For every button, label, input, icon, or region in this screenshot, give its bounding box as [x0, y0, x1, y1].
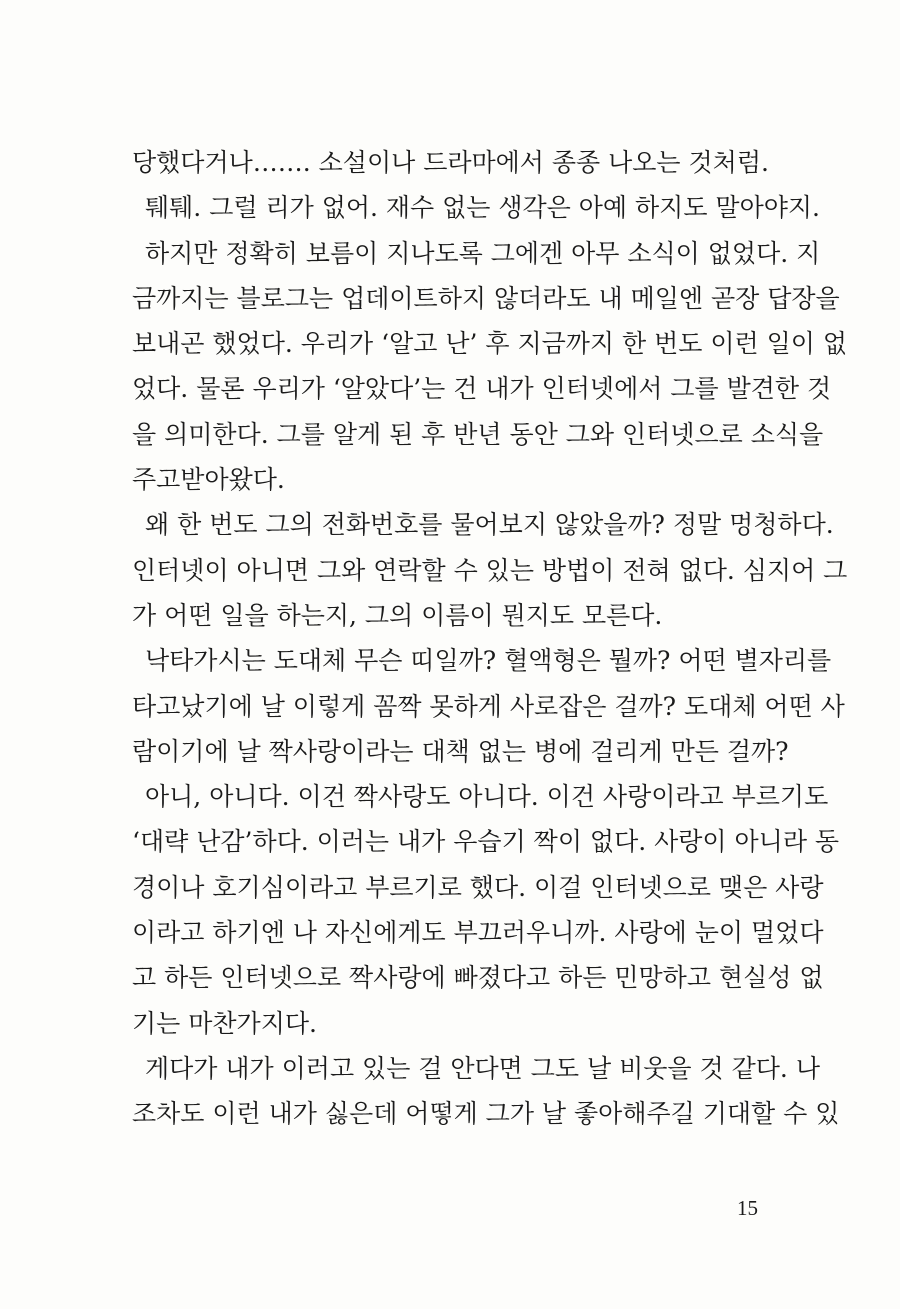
- text-line: 낙타가시는 도대체 무슨 띠일까? 혈액형은 뭘까? 어떤 별자리를: [145, 646, 832, 676]
- text-line: 기는 마찬가지다.: [132, 1008, 317, 1038]
- text-line: 주고받아왔다.: [132, 465, 285, 495]
- body-text: [132, 140, 848, 1137]
- paragraph: [132, 502, 848, 638]
- paragraph: [132, 638, 845, 774]
- text-line: 금까지는 블로그는 업데이트하지 않더라도 내 메일엔 곧장 답장을: [132, 283, 840, 313]
- text-line: 게다가 내가 이러고 있는 걸 안다면 그도 날 비웃을 것 같다. 나: [145, 1053, 820, 1083]
- text-line: 보내곤 했었다. 우리가 ‘알고 난’ 후 지금까지 한 번도 이런 일이 없: [132, 329, 848, 359]
- text-line: 인터넷이 아니면 그와 연락할 수 있는 방법이 전혀 없다. 심지어 그: [132, 555, 848, 585]
- text-line: 가 어떤 일을 하는지, 그의 이름이 뭔지도 모른다.: [132, 600, 663, 630]
- text-line: 경이나 호기심이라고 부르기로 했다. 이걸 인터넷으로 맺은 사랑: [132, 872, 824, 902]
- text-line: 왜 한 번도 그의 전화번호를 물어보지 않았을까? 정말 멍청하다.: [145, 510, 834, 540]
- text-line: 고 하든 인터넷으로 짝사랑에 빠졌다고 하든 민망하고 현실성 없: [132, 963, 824, 993]
- paragraph: [132, 140, 772, 185]
- text-line: 퉤퉤. 그럴 리가 없어. 재수 없는 생각은 아예 하지도 말아야지.: [145, 193, 820, 223]
- text-line: 었다. 물론 우리가 ‘알았다’는 건 내가 인터넷에서 그를 발견한 것: [132, 374, 832, 404]
- paragraph: [132, 774, 840, 1046]
- paragraph: [132, 231, 848, 503]
- text-line: 하지만 정확히 보름이 지나도록 그에겐 아무 소식이 없었다. 지: [145, 238, 821, 268]
- text-line: 아니, 아니다. 이건 짝사랑도 아니다. 이건 사랑이라고 부르기도: [145, 782, 829, 812]
- text-line: ‘대략 난감’하다. 이러는 내가 우습기 짝이 없다. 사랑이 아니라 동: [132, 827, 840, 857]
- text-line: 을 의미한다. 그를 알게 된 후 반년 동안 그와 인터넷으로 소식을: [132, 419, 824, 449]
- text-line: 조차도 이런 내가 싫은데 어떻게 그가 날 좋아해주길 기대할 수 있: [132, 1099, 840, 1129]
- text-line: 당했다거나……. 소설이나 드라마에서 종종 나오는 것처럼.: [132, 148, 769, 177]
- text-line: 타고났기에 날 이렇게 꼼짝 못하게 사로잡은 걸까? 도대체 어떤 사: [132, 691, 845, 721]
- text-line: 이라고 하기엔 나 자신에게도 부끄러우니까. 사랑에 눈이 멀었다: [132, 918, 824, 948]
- paragraph: [132, 1046, 840, 1137]
- text-line: 람이기에 날 짝사랑이라는 대책 없는 병에 걸리게 만든 걸까?: [132, 736, 789, 766]
- page-number: 15: [737, 1196, 758, 1220]
- paragraph: [132, 185, 820, 230]
